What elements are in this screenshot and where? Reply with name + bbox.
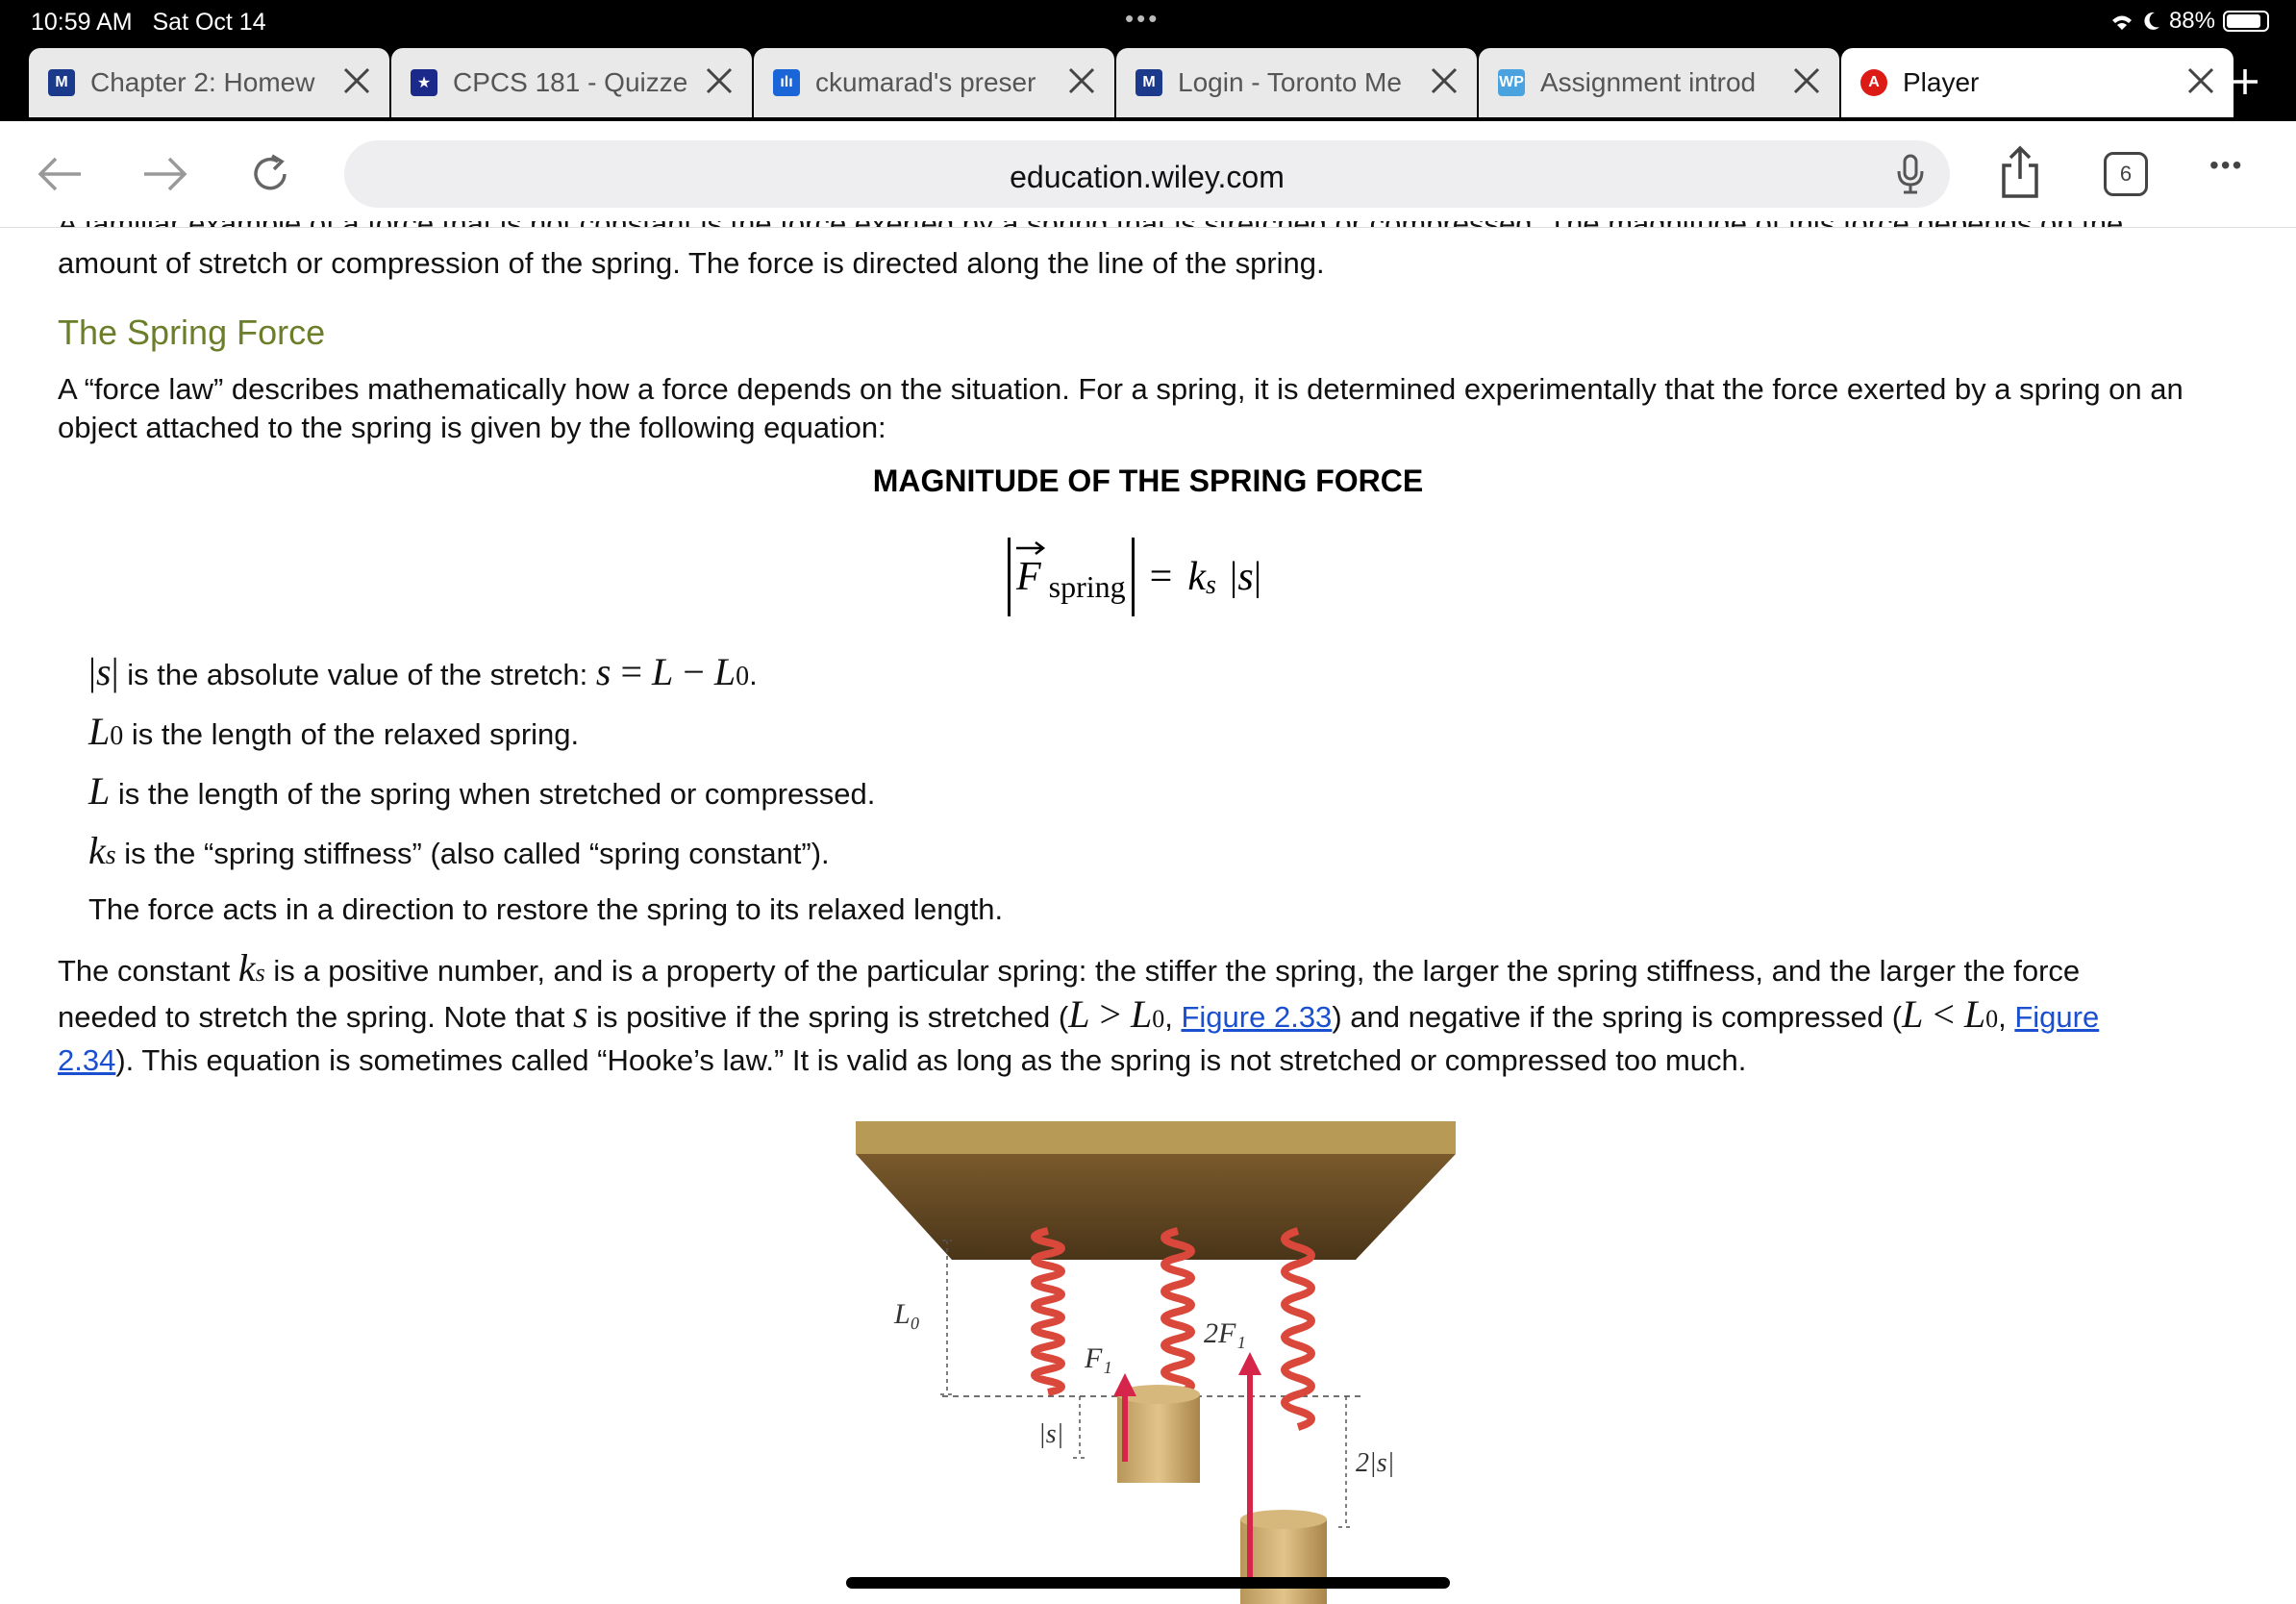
- force-arrow-2f1-head: [1238, 1352, 1261, 1375]
- tab-close-icon[interactable]: [1787, 62, 1826, 100]
- tab-label: CPCS 181 - Quizze: [453, 67, 688, 97]
- intro-end-text: amount of stretch or compression of the spring. The force is directed along the line of the spring.: [58, 246, 1325, 280]
- figure-2-34-link-cont[interactable]: 2.34: [58, 1043, 116, 1077]
- status-right: [2109, 8, 2269, 35]
- address-bar[interactable]: [344, 140, 1950, 208]
- multitask-dots-icon[interactable]: •••: [1125, 4, 1160, 33]
- wifi-icon: [2109, 11, 2134, 32]
- spring-subscript: spring: [1048, 568, 1126, 604]
- browser-toolbar: [0, 121, 2296, 228]
- force-law-paragraph: A “force law” describes mathematically how a force depends on the situation. For a spring, it is determined experimentally that the force exerted by a spring on an object attached to the spring is given by the following equation:: [58, 372, 2184, 444]
- definition-stretch: |s| is the absolute value of the stretch: s = L − L0.: [88, 650, 758, 693]
- tab-close-icon[interactable]: [700, 62, 738, 100]
- battery-icon: [2223, 11, 2269, 32]
- tab-favicon-icon: A: [1860, 69, 1887, 96]
- tab-label: Chapter 2: Homew: [90, 67, 315, 97]
- 2f1-label: 2F₁: [1204, 1317, 1246, 1349]
- definition-length: L is the length of the spring when stretched or compressed.: [88, 769, 876, 813]
- tab-count-button[interactable]: 6: [2104, 152, 2148, 196]
- s-label: |s|: [1038, 1419, 1064, 1449]
- definition-restoring: The force acts in a direction to restore the spring to its relaxed length.: [88, 892, 1004, 926]
- microphone-icon[interactable]: [1896, 154, 1925, 194]
- tab-close-icon[interactable]: [337, 62, 376, 100]
- section-heading: The Spring Force: [58, 313, 326, 352]
- forward-arrow-icon[interactable]: [140, 152, 190, 196]
- tab-favicon-icon: ılı: [773, 69, 800, 96]
- tab-favicon-icon: M: [48, 69, 75, 96]
- share-icon[interactable]: [1998, 144, 2042, 200]
- 2s-marker: [1338, 1396, 1354, 1527]
- tab-6[interactable]: [1841, 48, 2234, 117]
- l0-label: L₀: [894, 1298, 921, 1330]
- tab-label: Login - Toronto Me: [1178, 67, 1402, 97]
- status-time: 10:59 AM Sat Oct 14: [31, 9, 266, 36]
- tab-favicon-icon: WP: [1498, 69, 1525, 96]
- status-bar: [0, 0, 2296, 46]
- hooke-paragraph: The constant ks is a positive number, and is a property of the particular spring: the stiffer the spring, the larger the spring stiffness, and the larger the force needed to stretch the spring. Note that s is positive if the spring is stretched (L > L0, Figure 2.33) and negative if the spring is compressed (L < L0, Figure 2.34). This equation is sometimes called “Hooke’s law.” It is valid as long as the spring is not stretched or compressed too much.: [58, 946, 2100, 1077]
- new-tab-plus-icon[interactable]: [2221, 58, 2269, 106]
- spring-figure: [846, 1115, 1471, 1604]
- back-arrow-icon[interactable]: [35, 152, 85, 196]
- tab-4[interactable]: [1116, 48, 1477, 117]
- tab-favicon-icon: ★: [411, 69, 437, 96]
- weight-1: [1117, 1394, 1200, 1483]
- reload-icon[interactable]: [246, 150, 294, 198]
- tab-3[interactable]: [754, 48, 1114, 117]
- spring-relaxed: [1035, 1231, 1061, 1392]
- definition-relaxed-length: L0 is the length of the relaxed spring.: [88, 710, 580, 753]
- definition-stiffness: ks is the “spring stiffness” (also called “spring constant”).: [88, 829, 830, 872]
- equation-title: MAGNITUDE OF THE SPRING FORCE: [872, 464, 1424, 498]
- weight-2-top: [1240, 1510, 1327, 1529]
- battery-percent: 88%: [2168, 8, 2215, 34]
- spring-stretched: [1164, 1231, 1191, 1406]
- 2s-label: 2|s|: [1356, 1448, 1395, 1478]
- figure-2-34-link[interactable]: Figure: [2014, 1000, 2100, 1034]
- moon-icon: [2142, 11, 2161, 32]
- s-marker: [1073, 1396, 1086, 1458]
- tab-label: Player: [1903, 67, 1980, 97]
- board-top: [856, 1121, 1456, 1154]
- tab-1[interactable]: [29, 48, 389, 117]
- l0-marker: [940, 1241, 954, 1394]
- f1-label: F₁: [1085, 1342, 1112, 1374]
- force-arrow-f1-head: [1113, 1373, 1136, 1396]
- spring-double-stretched: [1285, 1231, 1311, 1427]
- spring-force-equation: F spring = k s | s |: [1008, 539, 1261, 615]
- tab-bar: [0, 46, 2296, 121]
- tab-label: Assignment introd: [1540, 67, 1757, 97]
- tab-favicon-icon: M: [1136, 69, 1162, 96]
- more-options-icon[interactable]: •••: [2209, 150, 2244, 180]
- tab-5[interactable]: [1479, 48, 1839, 117]
- home-indicator[interactable]: [846, 1577, 1450, 1589]
- board-underside: [856, 1154, 1456, 1260]
- tab-label: ckumarad's preser: [815, 67, 1036, 97]
- tab-close-icon[interactable]: [1062, 62, 1101, 100]
- tab-close-icon[interactable]: [1425, 62, 1463, 100]
- url-text: education.wiley.com: [1010, 160, 1285, 194]
- weight-2: [1240, 1519, 1327, 1604]
- tab-close-icon[interactable]: [2182, 62, 2220, 100]
- tab-2[interactable]: [391, 48, 752, 117]
- figure-2-33-link[interactable]: Figure 2.33: [1181, 1000, 1333, 1034]
